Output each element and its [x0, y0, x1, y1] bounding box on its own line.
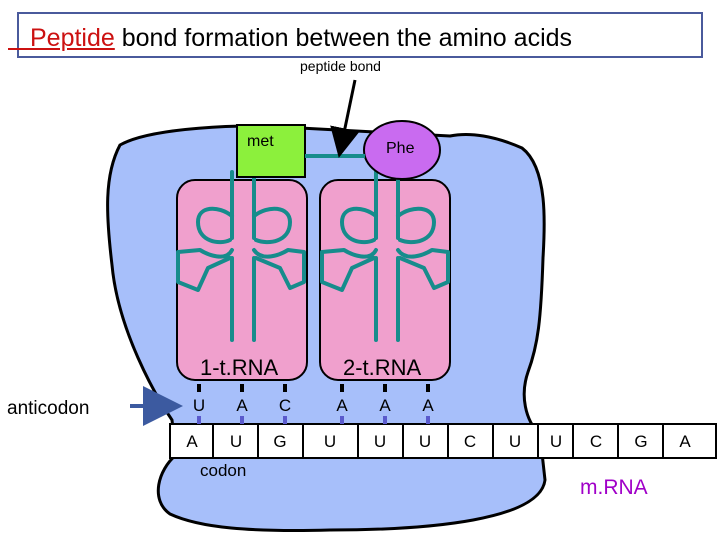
mrna-base: U	[229, 432, 243, 451]
anticodon-base: A	[336, 396, 348, 415]
anticodon-label: anticodon	[7, 398, 90, 419]
mrna-base: G	[634, 432, 648, 451]
mrna-base: A	[679, 432, 691, 451]
anticodon-base: A	[379, 396, 391, 415]
anticodon-base: A	[236, 396, 248, 415]
title-blank-word: Peptide	[30, 24, 115, 52]
mrna-base: A	[186, 432, 198, 451]
mrna-base: C	[589, 432, 603, 451]
mrna-base: U	[373, 432, 387, 451]
mrna-base: C	[463, 432, 477, 451]
trna-2-label: 2-t.RNA	[343, 355, 422, 380]
mrna-base: U	[508, 432, 522, 451]
codon-label: codon	[200, 461, 247, 480]
mrna-base: U	[549, 432, 563, 451]
anticodon-base: A	[422, 396, 434, 415]
phe-label: Phe	[386, 140, 415, 157]
mrna-base: U	[418, 432, 432, 451]
mrna-label: m.RNA	[580, 476, 648, 499]
anticodon-base: C	[278, 396, 292, 415]
anticodon-base: U	[192, 396, 206, 415]
trna-1-label: 1-t.RNA	[200, 355, 279, 380]
mrna-base: U	[323, 432, 337, 451]
peptide-bond-label: peptide bond	[300, 58, 381, 74]
page-title	[30, 24, 572, 53]
met-label: met	[247, 133, 274, 150]
title-rest: bond formation between the amino acids	[114, 24, 573, 52]
mrna-base: G	[273, 432, 287, 451]
